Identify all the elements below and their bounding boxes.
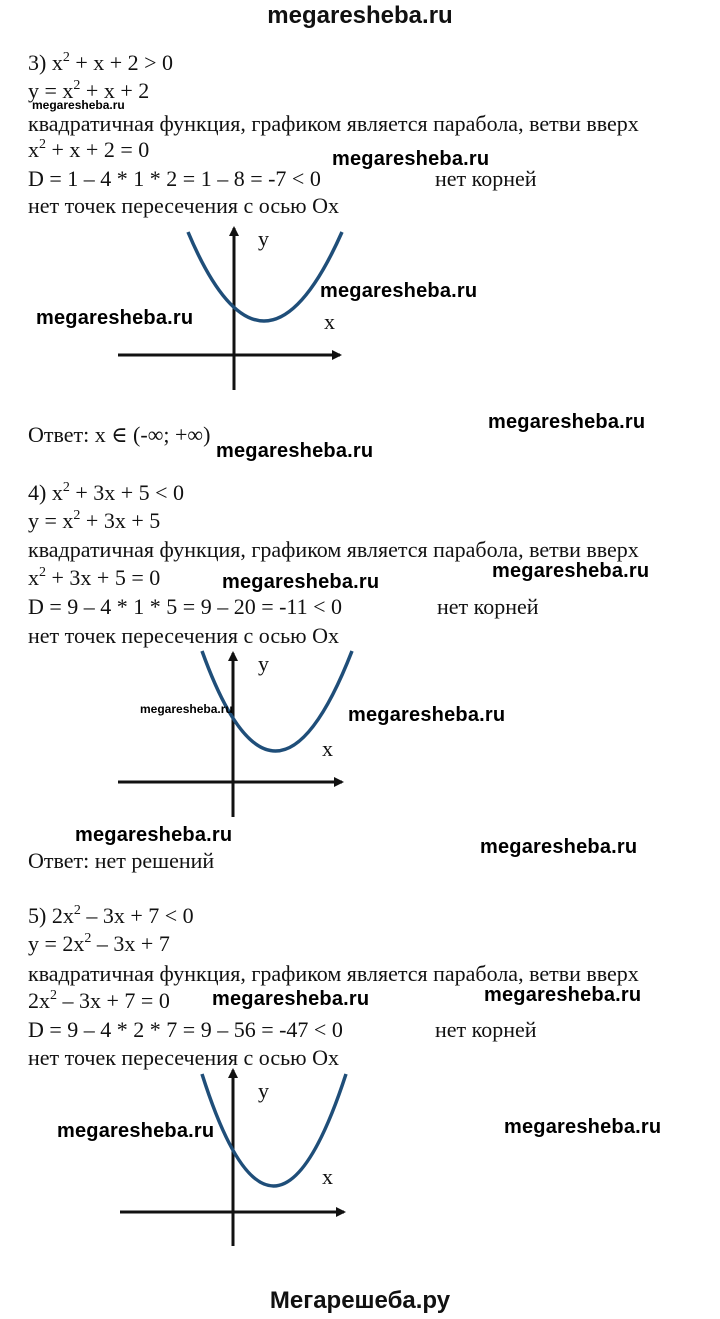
problem-3-discriminant: D = 1 – 4 * 1 * 2 = 1 – 8 = -7 < 0 (28, 166, 321, 191)
problem-5-equation: $2x^2 - 3x + 7 = 0$ (28, 988, 170, 1013)
problem-4-description: квадратичная функция, графиком является парабола, ветви вверх (28, 537, 639, 562)
problem-4-graph (0, 645, 720, 820)
watermark: megaresheba.ru (32, 98, 125, 112)
watermark: megaresheba.ru (492, 560, 650, 582)
problem-5-intersection: нет точек пересечения с осью Ox (28, 1045, 339, 1070)
y-axis-label: y (258, 651, 269, 676)
watermark: megaresheba.ru (320, 280, 478, 302)
problem-4-equation: $x^2 + 3x + 5 = 0$ (28, 565, 161, 590)
problem-3-inequality: 3) $x^2 + x + 2 > 0$ (28, 50, 174, 75)
problem-5-discriminant: D = 9 – 4 * 2 * 7 = 9 – 56 = -47 < 0 (28, 1017, 343, 1042)
x-axis-label: x (324, 309, 335, 334)
watermark: megaresheba.ru (480, 836, 638, 858)
watermark: megaresheba.ru (36, 307, 194, 329)
watermark: megaresheba.ru (57, 1120, 215, 1142)
problem-3-roots: нет корней (435, 166, 537, 191)
problem-5-graph (0, 1068, 720, 1250)
problem-4-function: $y = x^2 + 3x + 5$ (28, 508, 161, 533)
watermark: megaresheba.ru (332, 148, 490, 170)
problem-4-answer: Ответ: нет решений (28, 848, 215, 873)
problem-5-description: квадратичная функция, графиком является парабола, ветви вверх (28, 961, 639, 986)
problem-4-inequality: 4) $x^2 + 3x + 5 < 0$ (28, 480, 185, 505)
problem-5-function: $y = 2x^2 - 3x + 7$ (28, 931, 170, 956)
problem-4-discriminant: D = 9 – 4 * 1 * 5 = 9 – 20 = -11 < 0 (28, 594, 343, 619)
problem-5-roots: нет корней (435, 1017, 537, 1042)
site-header[interactable]: megaresheba.ru (267, 2, 453, 29)
site-footer[interactable]: Мегарешеба.ру (269, 1287, 451, 1314)
problem-3-intersection: нет точек пересечения с осью Ox (28, 193, 339, 218)
y-axis-label: y (258, 1078, 269, 1103)
watermark: megaresheba.ru (140, 702, 233, 716)
x-axis-label: x (322, 736, 333, 761)
watermark: megaresheba.ru (488, 411, 646, 433)
y-axis-label: y (258, 226, 269, 251)
problem-3-description: квадратичная функция, графиком является парабола, ветви вверх (28, 111, 639, 136)
watermark: megaresheba.ru (222, 571, 380, 593)
watermark: megaresheba.ru (504, 1116, 662, 1138)
problem-3-equation: $x^2 + x + 2 = 0$ (28, 137, 150, 162)
problem-3-answer: Ответ: x ∈ (-∞; +∞) (28, 422, 211, 447)
problem-4-roots: нет корней (437, 594, 539, 619)
x-axis-label: x (322, 1164, 333, 1189)
problem-5-inequality: 5) $2x^2 - 3x + 7 < 0$ (28, 903, 194, 928)
watermark: megaresheba.ru (75, 824, 233, 846)
watermark: megaresheba.ru (216, 440, 374, 462)
watermark: megaresheba.ru (348, 704, 506, 726)
problem-4-intersection: нет точек пересечения с осью Ox (28, 623, 339, 648)
watermark: megaresheba.ru (484, 984, 642, 1006)
problem-3-function: $y = x^2 + x + 2$ (28, 78, 150, 103)
watermark: megaresheba.ru (212, 988, 370, 1010)
